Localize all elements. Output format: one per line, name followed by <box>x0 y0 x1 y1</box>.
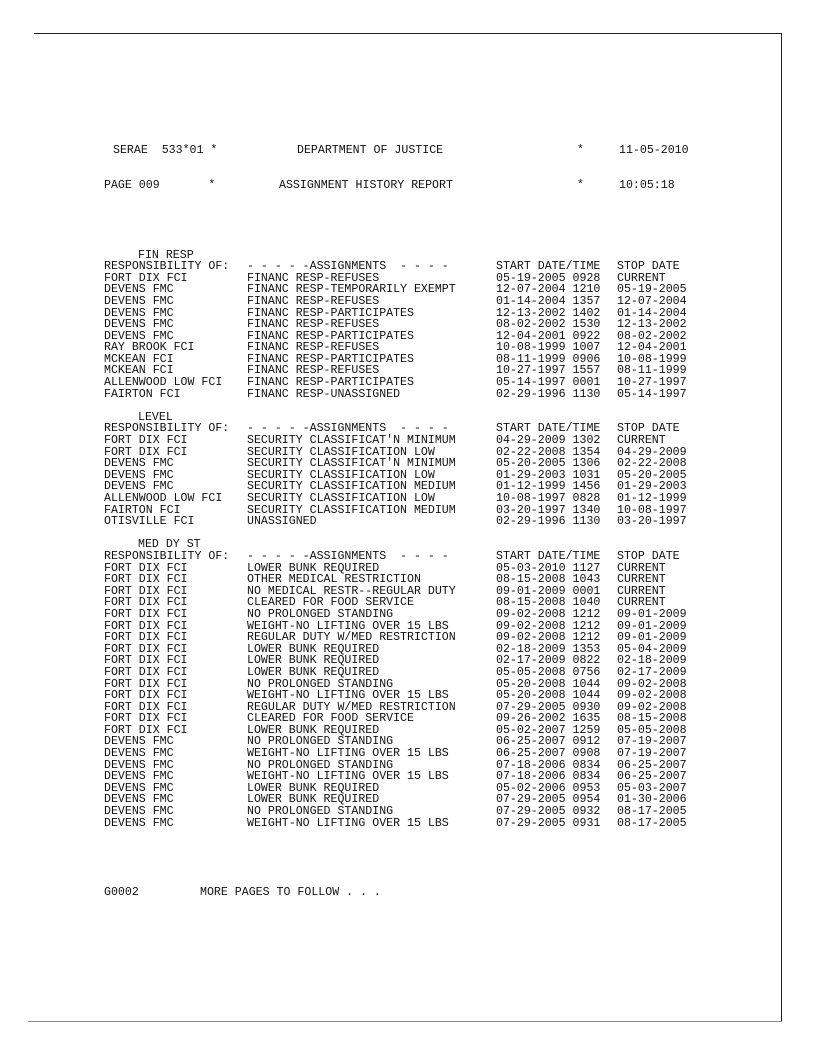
assignment-cell: SECURITY CLASSIFICATION LOW <box>247 445 435 459</box>
stop-date-cell: 05-03-2007 <box>617 781 687 795</box>
start-datetime-cell: 05-02-2007 1259 <box>496 723 601 737</box>
facility-cell: DEVENS FMC <box>104 329 174 343</box>
start-datetime-cell: 02-18-2009 1353 <box>496 642 601 656</box>
assignment-cell: FINANC RESP-TEMPORARILY EXEMPT <box>247 283 456 297</box>
assignment-cell: SECURITY CLASSIFICATION LOW <box>247 492 435 505</box>
table-row <box>104 493 784 505</box>
assignment-cell: FINANC RESP-UNASSIGNED <box>247 387 401 401</box>
assignment-cell: FINANC RESP-REFUSES <box>247 294 380 308</box>
start-datetime-cell: 07-18-2006 0834 <box>496 770 601 784</box>
facility-cell: DEVENS FMC <box>104 816 174 830</box>
report-footer <box>104 887 784 899</box>
start-datetime-cell: 07-29-2005 0930 <box>496 700 601 714</box>
start-datetime-cell: 03-20-1997 1340 <box>496 503 601 517</box>
facility-cell: DEVENS FMC <box>104 747 174 761</box>
stop-date-cell: 08-15-2008 <box>617 712 687 726</box>
facility-cell: DEVENS FMC <box>104 758 174 772</box>
start-datetime-cell: 09-01-2009 0001 <box>496 584 601 598</box>
column-header-responsibility: RESPONSIBILITY OF: <box>104 549 230 563</box>
facility-cell: FAIRTON FCI <box>104 387 181 401</box>
start-datetime-cell: 05-20-2008 1044 <box>496 677 601 691</box>
facility-cell: DEVENS FMC <box>104 283 174 297</box>
start-datetime-cell: 02-29-1996 1130 <box>496 387 601 401</box>
table-row <box>104 748 784 760</box>
column-header-assignments: - - - - -ASSIGNMENTS - - - - <box>247 260 449 274</box>
column-header-responsibility: RESPONSIBILITY OF: <box>104 422 230 436</box>
assignment-cell: SECURITY CLASSIFICATION MEDIUM <box>247 480 456 494</box>
facility-cell: FORT DIX FCI <box>104 642 188 656</box>
facility-cell: FORT DIX FCI <box>104 689 188 703</box>
start-datetime-cell: 10-27-1997 1557 <box>496 364 601 378</box>
start-datetime-cell: 09-02-2008 1212 <box>496 631 601 645</box>
stop-date-cell: 09-02-2008 <box>617 677 687 691</box>
start-datetime-cell: 09-02-2008 1212 <box>496 607 601 621</box>
start-datetime-cell: 12-13-2002 1402 <box>496 306 601 320</box>
report-time: 10:05:18 <box>619 178 675 192</box>
assignment-cell: LOWER BUNK REQUIRED <box>247 665 380 679</box>
assignment-cell: LOWER BUNK REQUIRED <box>247 781 380 795</box>
stop-date-cell: 06-25-2007 <box>617 758 687 772</box>
facility-cell: DEVENS FMC <box>104 793 174 807</box>
stop-date-cell: 10-27-1997 <box>617 376 687 390</box>
start-datetime-cell: 07-29-2005 0954 <box>496 793 601 807</box>
facility-cell: FORT DIX FCI <box>104 271 188 285</box>
facility-cell: ALLENWOOD LOW FCI <box>104 492 223 505</box>
stop-date-cell: 01-12-1999 <box>617 492 687 505</box>
column-header-start: START DATE/TIME <box>496 422 601 436</box>
report-date: 11-05-2010 <box>619 144 689 158</box>
start-datetime-cell: 12-07-2004 1210 <box>496 283 601 297</box>
table-row <box>104 574 784 586</box>
assignment-cell: WEIGHT-NO LIFTING OVER 15 LBS <box>247 689 449 703</box>
facility-cell: FAIRTON FCI <box>104 503 181 517</box>
facility-cell: DEVENS FMC <box>104 468 174 482</box>
assignment-cell: LOWER BUNK REQUIRED <box>247 654 380 668</box>
start-datetime-cell: 05-05-2008 0756 <box>496 665 601 679</box>
assignment-cell: SECURITY CLASSIFICAT'N MINIMUM <box>247 457 456 471</box>
stop-date-cell: 03-20-1997 <box>617 515 687 529</box>
stop-date-cell: 09-02-2008 <box>617 700 687 714</box>
stop-date-cell: 09-01-2009 <box>617 619 687 633</box>
facility-cell: DEVENS FMC <box>104 457 174 471</box>
assignment-cell: FINANC RESP-PARTICIPATES <box>247 329 414 343</box>
page-border-top <box>34 33 782 34</box>
stop-date-cell: 05-20-2005 <box>617 468 687 482</box>
facility-cell: DEVENS FMC <box>104 770 174 784</box>
facility-cell: FORT DIX FCI <box>104 573 188 587</box>
facility-cell: FORT DIX FCI <box>104 619 188 633</box>
column-header-assignments: - - - - -ASSIGNMENTS - - - - <box>247 549 449 563</box>
assignment-cell: NO PROLONGED STANDING <box>247 758 394 772</box>
start-datetime-cell: 09-26-2002 1635 <box>496 712 601 726</box>
assignment-cell: UNASSIGNED <box>247 515 317 529</box>
start-datetime-cell: 01-12-1999 1456 <box>496 480 601 494</box>
facility-cell: DEVENS FMC <box>104 735 174 749</box>
facility-cell: FORT DIX FCI <box>104 434 188 448</box>
stop-date-cell: 05-04-2009 <box>617 642 687 656</box>
facility-cell: FORT DIX FCI <box>104 561 188 575</box>
stop-date-cell: 08-17-2005 <box>617 816 687 830</box>
start-datetime-cell: 02-17-2009 0822 <box>496 654 601 668</box>
stop-date-cell: 05-19-2005 <box>617 283 687 297</box>
stop-date-cell: 02-17-2009 <box>617 665 687 679</box>
table-row <box>104 818 784 830</box>
start-datetime-cell: 01-29-2003 1031 <box>496 468 601 482</box>
table-row <box>104 377 784 389</box>
assignment-cell: LOWER BUNK REQUIRED <box>247 561 380 575</box>
assignment-cell: WEIGHT-NO LIFTING OVER 15 LBS <box>247 816 449 830</box>
report-title: ASSIGNMENT HISTORY REPORT <box>279 178 453 192</box>
facility-cell: DEVENS FMC <box>104 781 174 795</box>
assignment-cell: CLEARED FOR FOOD SERVICE <box>247 596 414 610</box>
assignment-cell: FINANC RESP-REFUSES <box>247 271 380 285</box>
stop-date-cell: 01-30-2006 <box>617 793 687 807</box>
facility-cell: FORT DIX FCI <box>104 665 188 679</box>
facility-cell: FORT DIX FCI <box>104 445 188 459</box>
facility-cell: FORT DIX FCI <box>104 712 188 726</box>
assignment-cell: SECURITY CLASSIFICATION MEDIUM <box>247 503 456 517</box>
start-datetime-cell: 02-22-2008 1354 <box>496 445 601 459</box>
facility-cell: DEVENS FMC <box>104 306 174 320</box>
report-sections <box>104 250 784 830</box>
stop-date-cell: 09-02-2008 <box>617 689 687 703</box>
stop-date-cell: CURRENT <box>617 573 666 587</box>
start-datetime-cell: 07-29-2005 0931 <box>496 816 601 830</box>
start-datetime-cell: 02-29-1996 1130 <box>496 515 601 529</box>
column-header-responsibility: RESPONSIBILITY OF: <box>104 260 230 274</box>
stop-date-cell: 05-05-2008 <box>617 723 687 737</box>
facility-cell: FORT DIX FCI <box>104 654 188 668</box>
assignment-cell: WEIGHT-NO LIFTING OVER 15 LBS <box>247 619 449 633</box>
stop-date-cell: 12-07-2004 <box>617 294 687 308</box>
start-datetime-cell: 08-11-1999 0906 <box>496 352 601 366</box>
stop-date-cell: 02-22-2008 <box>617 457 687 471</box>
stop-date-cell: 10-08-1999 <box>617 352 687 366</box>
facility-cell: OTISVILLE FCI <box>104 515 195 529</box>
facility-cell: FORT DIX FCI <box>104 631 188 645</box>
assignment-cell: SECURITY CLASSIFICAT'N MINIMUM <box>247 434 456 448</box>
stop-date-cell: CURRENT <box>617 596 666 610</box>
start-datetime-cell: 07-18-2006 0834 <box>496 758 601 772</box>
stop-date-cell: 09-01-2009 <box>617 631 687 645</box>
assignment-cell: FINANC RESP-PARTICIPATES <box>247 352 414 366</box>
assignment-cell: FINANC RESP-PARTICIPATES <box>247 306 414 320</box>
facility-cell: DEVENS FMC <box>104 480 174 494</box>
table-row <box>104 319 784 331</box>
start-datetime-cell: 12-04-2001 0922 <box>496 329 601 343</box>
start-datetime-cell: 08-15-2008 1040 <box>496 596 601 610</box>
assignment-cell: NO MEDICAL RESTR--REGULAR DUTY <box>247 584 456 598</box>
assignment-history-report <box>104 122 784 910</box>
table-row <box>104 563 784 575</box>
stop-date-cell: CURRENT <box>617 434 666 448</box>
start-datetime-cell: 01-14-2004 1357 <box>496 294 601 308</box>
facility-cell: FORT DIX FCI <box>104 700 188 714</box>
assignment-cell: REGULAR DUTY W/MED RESTRICTION <box>247 700 456 714</box>
facility-cell: DEVENS FMC <box>104 805 174 819</box>
assignment-cell: WEIGHT-NO LIFTING OVER 15 LBS <box>247 747 449 761</box>
table-row <box>104 806 784 818</box>
department-name: DEPARTMENT OF JUSTICE <box>297 144 444 158</box>
facility-cell: ALLENWOOD LOW FCI <box>104 376 223 390</box>
stop-date-cell: 12-04-2001 <box>617 341 687 355</box>
page-border-bottom <box>28 1021 782 1022</box>
assignment-cell: LOWER BUNK REQUIRED <box>247 642 380 656</box>
header-star: * <box>577 178 584 192</box>
table-row <box>104 389 784 401</box>
column-header-start: START DATE/TIME <box>496 549 601 563</box>
table-row <box>104 690 784 702</box>
stop-date-cell: 12-13-2002 <box>617 318 687 332</box>
column-header-row <box>104 261 784 273</box>
start-datetime-cell: 10-08-1997 0828 <box>496 492 601 505</box>
facility-cell: FORT DIX FCI <box>104 596 188 610</box>
facility-cell: FORT DIX FCI <box>104 677 188 691</box>
stop-date-cell: 01-14-2004 <box>617 306 687 320</box>
report-header-line-1 <box>104 145 784 157</box>
assignment-cell: LOWER BUNK REQUIRED <box>247 723 380 737</box>
stop-date-cell: CURRENT <box>617 584 666 598</box>
assignment-cell: SECURITY CLASSIFICATION LOW <box>247 468 435 482</box>
start-datetime-cell: 08-15-2008 1043 <box>496 573 601 587</box>
assignment-cell: NO PROLONGED STANDING <box>247 735 394 749</box>
stop-date-cell: 08-17-2005 <box>617 805 687 819</box>
start-datetime-cell: 05-20-2008 1044 <box>496 689 601 703</box>
table-row <box>104 516 784 528</box>
table-row <box>104 296 784 308</box>
assignment-cell: LOWER BUNK REQUIRED <box>247 793 380 807</box>
header-star: * <box>577 144 584 158</box>
stop-date-cell: 01-29-2003 <box>617 480 687 494</box>
start-datetime-cell: 05-03-2010 1127 <box>496 561 601 575</box>
stop-date-cell: 02-18-2009 <box>617 654 687 668</box>
assignment-cell: REGULAR DUTY W/MED RESTRICTION <box>247 631 456 645</box>
column-header-row <box>104 551 784 563</box>
stop-date-cell: 06-25-2007 <box>617 770 687 784</box>
section-category-label: LEVEL <box>138 410 173 424</box>
start-datetime-cell: 05-02-2006 0953 <box>496 781 601 795</box>
table-row <box>104 586 784 598</box>
start-datetime-cell: 07-29-2005 0932 <box>496 805 601 819</box>
table-row <box>104 435 784 447</box>
stop-date-cell: 05-14-1997 <box>617 387 687 401</box>
assignment-cell: CLEARED FOR FOOD SERVICE <box>247 712 414 726</box>
facility-cell: DEVENS FMC <box>104 294 174 308</box>
stop-date-cell: 04-29-2009 <box>617 445 687 459</box>
column-header-assignments: - - - - -ASSIGNMENTS - - - - <box>247 422 449 436</box>
report-header-line-2 <box>104 180 784 192</box>
assignment-cell: OTHER MEDICAL RESTRICTION <box>247 573 421 587</box>
stop-date-cell: 08-11-1999 <box>617 364 687 378</box>
assignment-cell: NO PROLONGED STANDING <box>247 607 394 621</box>
start-datetime-cell: 06-25-2007 0908 <box>496 747 601 761</box>
start-datetime-cell: 10-08-1999 1007 <box>496 341 601 355</box>
facility-cell: FORT DIX FCI <box>104 607 188 621</box>
report-id: SERAE 533*01 * <box>113 144 218 158</box>
stop-date-cell: 07-19-2007 <box>617 747 687 761</box>
assignment-cell: FINANC RESP-REFUSES <box>247 341 380 355</box>
stop-date-cell: 07-19-2007 <box>617 735 687 749</box>
facility-cell: DEVENS FMC <box>104 318 174 332</box>
start-datetime-cell: 04-29-2009 1302 <box>496 434 601 448</box>
column-header-stop: STOP DATE <box>617 260 680 274</box>
table-row <box>104 667 784 679</box>
column-header-start: START DATE/TIME <box>496 260 601 274</box>
section-category-label: FIN RESP <box>138 248 194 262</box>
table-row <box>104 609 784 621</box>
assignment-cell: NO PROLONGED STANDING <box>247 677 394 691</box>
start-datetime-cell: 05-19-2005 0928 <box>496 271 601 285</box>
stop-date-cell: 10-08-1997 <box>617 503 687 517</box>
facility-cell: MCKEAN FCI <box>104 352 174 366</box>
table-row <box>104 632 784 644</box>
start-datetime-cell: 05-14-1997 0001 <box>496 376 601 390</box>
assignment-cell: FINANC RESP-REFUSES <box>247 318 380 332</box>
facility-cell: FORT DIX FCI <box>104 723 188 737</box>
stop-date-cell: CURRENT <box>617 561 666 575</box>
start-datetime-cell: 06-25-2007 0912 <box>496 735 601 749</box>
stop-date-cell: CURRENT <box>617 271 666 285</box>
assignment-cell: FINANC RESP-REFUSES <box>247 364 380 378</box>
page-number: PAGE 009 * <box>104 178 216 192</box>
section-category-label: MED DY ST <box>138 538 201 552</box>
assignment-cell: WEIGHT-NO LIFTING OVER 15 LBS <box>247 770 449 784</box>
column-header-stop: STOP DATE <box>617 549 680 563</box>
facility-cell: RAY BROOK FCI <box>104 341 195 355</box>
facility-cell: FORT DIX FCI <box>104 584 188 598</box>
assignment-cell: NO PROLONGED STANDING <box>247 805 394 819</box>
stop-date-cell: 08-02-2002 <box>617 329 687 343</box>
start-datetime-cell: 09-02-2008 1212 <box>496 619 601 633</box>
facility-cell: MCKEAN FCI <box>104 364 174 378</box>
start-datetime-cell: 08-02-2002 1530 <box>496 318 601 332</box>
footer-text: MORE PAGES TO FOLLOW . . . <box>200 886 381 900</box>
assignment-cell: FINANC RESP-PARTICIPATES <box>247 376 414 390</box>
stop-date-cell: 09-01-2009 <box>617 607 687 621</box>
footer-code: G0002 <box>104 886 139 900</box>
column-header-stop: STOP DATE <box>617 422 680 436</box>
start-datetime-cell: 05-20-2005 1306 <box>496 457 601 471</box>
